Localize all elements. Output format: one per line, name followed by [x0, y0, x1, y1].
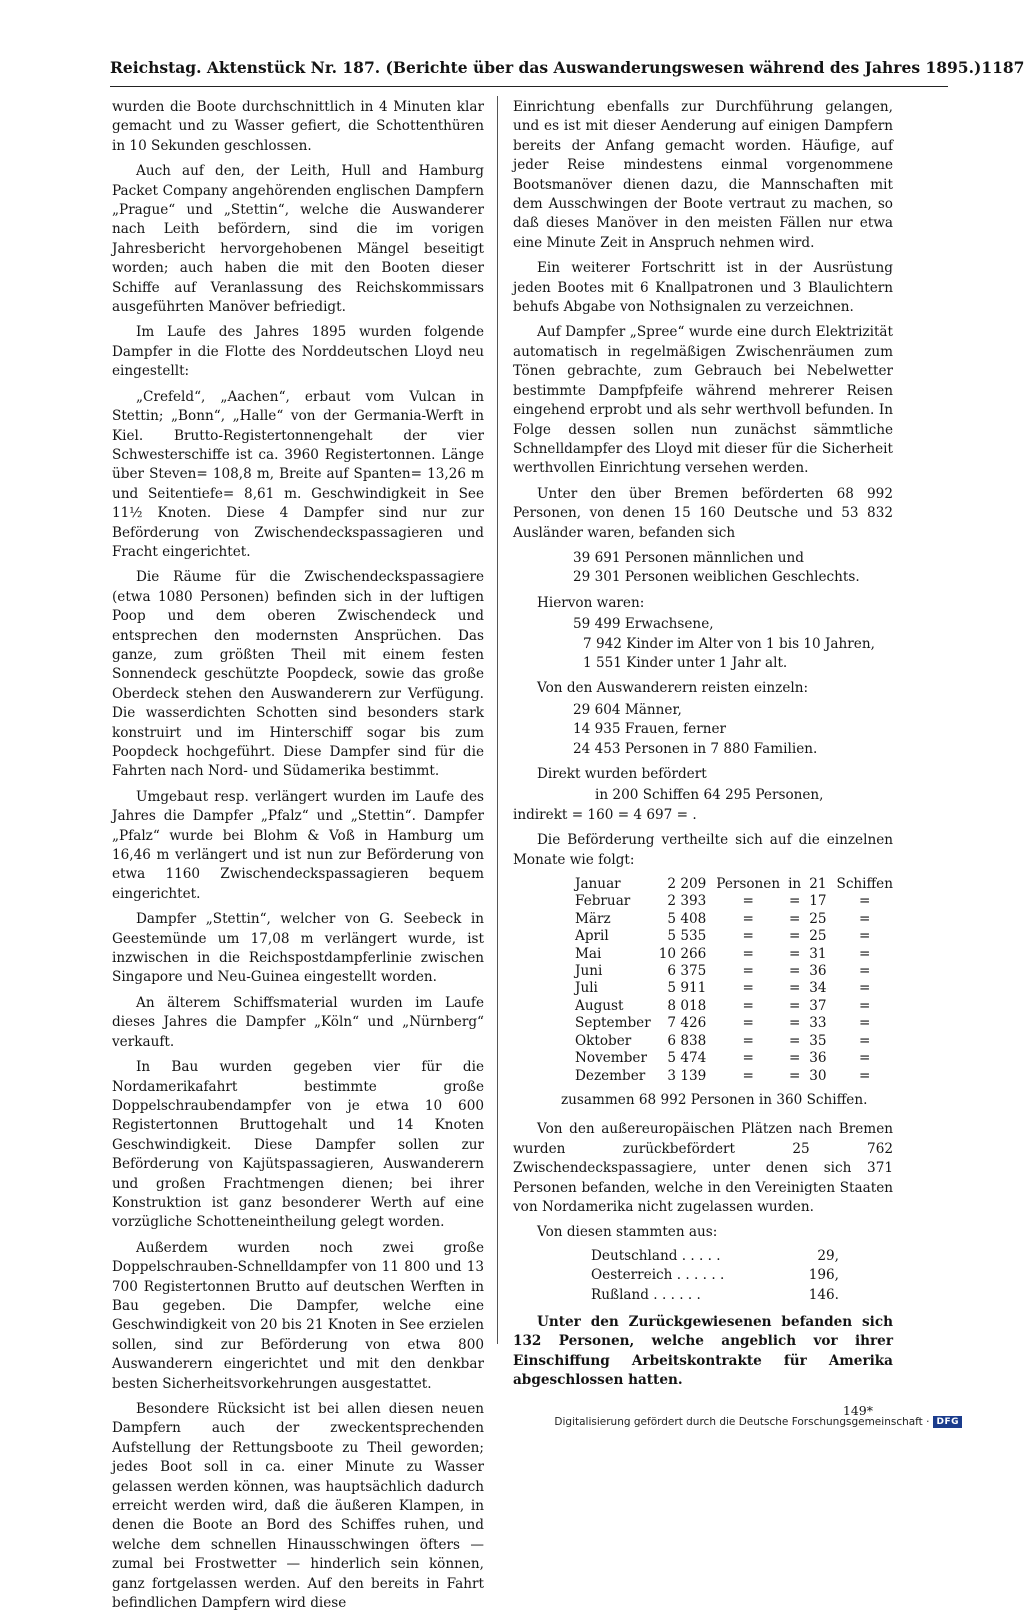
country-row: [591, 1286, 839, 1305]
month-persons: 8 018: [667, 997, 707, 1014]
month-name: Oktober: [575, 1032, 632, 1049]
month-persons: 5 535: [667, 928, 707, 945]
month-ships: 37: [809, 997, 827, 1014]
column-divider: [497, 96, 498, 1344]
paragraph: Außerdem wurden noch zwei große Doppelschrauben-Schnelldampfer von 11 800 und 13 700 Registertonnen Brutto auf deutschen Werften in Bau gegeben. Die Dampfer, welche eine Geschwindigkeit von 20 bis 21 Knoten in See erzielen sollen, sind zur Beförderung von etwa 800 Auswanderern eingerichtet und mit den denkbar besten Sicherheitsvorkehrungen ausgestattet.: [112, 1239, 484, 1392]
paragraph: Einrichtung ebenfalls zur Durchführung gelangen, und es ist mit dieser Aenderung auf einigen Dampfern bereits der Anfang gemacht worden. Häufige, auf jeder Reise mindestens einmal vorgenommene Bootsmanöver dienen dazu, die Mannschaften mit dem Ausschwingen der Boote vertraut zu machen, so daß dieses Manöver in den meisten Fällen nur etwa eine Minute Zeit in Anspruch nehmen wird.: [513, 99, 893, 251]
month-ships: 30: [809, 1067, 827, 1084]
countries-lead: Von diesen stammten aus:: [537, 1224, 718, 1241]
month-name: Juni: [575, 963, 603, 980]
month-ships-unit: =: [859, 1015, 871, 1032]
list-item: 7 942 Kinder im Alter von 1 bis 10 Jahren,: [583, 635, 875, 652]
month-unit: =: [742, 1050, 754, 1067]
month-row: [571, 963, 897, 980]
month-ships-unit: =: [859, 997, 871, 1014]
month-ships: 34: [809, 980, 827, 997]
paragraph: Dampfer „Stettin“, welcher von G. Seebeck in Geestemünde um 17,08 m verlängert wurde, ist inzwischen in die Reichspostdampferlinie zwischen Singapore und Neu-Guinea eingestellt worden.: [112, 911, 484, 986]
month-row: [571, 1033, 897, 1050]
month-ships-unit: Schiffen: [836, 876, 893, 893]
month-prep: =: [788, 893, 801, 910]
month-ships: 36: [809, 963, 827, 980]
month-prep: =: [788, 945, 801, 962]
month-ships-unit: =: [859, 928, 871, 945]
month-ships-unit: =: [859, 1067, 871, 1084]
list-item: 39 691 Personen männlichen und: [573, 549, 804, 566]
month-ships-unit: =: [859, 945, 871, 962]
month-ships: 36: [809, 1050, 827, 1067]
month-name: Juli: [575, 980, 598, 997]
paragraph: Von den außereuropäischen Plätzen nach Bremen wurden zurückbefördert 25 762 Zwischendeckspassagiere, unter denen sich 371 Personen befanden, welche in den Vereinigten Staaten von Nordamerika nicht zugelassen wurden.: [513, 1121, 893, 1215]
month-persons: 2 209: [667, 876, 707, 893]
month-ships: 17: [809, 893, 827, 910]
header-title: Reichstag. Aktenstück Nr. 187. (Berichte über das Auswanderungswesen während des Jahres 1895.): [110, 58, 982, 77]
month-unit: =: [742, 963, 754, 980]
list-item: 29 301 Personen weiblichen Geschlechts.: [573, 569, 860, 586]
month-row: [571, 1015, 897, 1032]
list-item: 14 935 Frauen, ferner: [573, 721, 726, 738]
month-ships: 31: [809, 945, 827, 962]
month-unit: =: [742, 928, 754, 945]
month-prep: =: [788, 1015, 801, 1032]
paragraph: Besondere Rücksicht ist bei allen diesen neuen Dampfern auch der zweckentsprechenden Aufstellung der Rettungsboote zu Theil geworden; jedes Boot soll in ca. einer Minute zu Wasser gelassen werden können, was hauptsächlich dadurch erreicht werden wird, daß die äußeren Klampen, in denen die Boote an Bord des Schiffes ruhen, und welche dem schnellen Hinausschwingen öfters — zumal bei Frostwetter — hinderlich sein können, ganz fortgelassen werden. Auf den bereits in Fahrt befindlichen Dampfern wird diese: [112, 1401, 484, 1612]
month-row: [571, 1068, 897, 1085]
paragraph: wurden die Boote durchschnittlich in 4 Minuten klar gemacht und zu Wasser gefiert, die Schottenthüren in 10 Sekunden geschlossen.: [112, 99, 484, 154]
month-name: April: [575, 928, 609, 945]
paragraph: Ein weiterer Fortschritt ist in der Ausrüstung jeden Bootes mit 6 Knallpatronen und 3 Blaulichtern behufs Abgabe von Nothsignalen zu verzeichnen.: [513, 260, 893, 316]
list-item: 24 453 Personen in 7 880 Familien.: [573, 740, 818, 757]
paragraph: In Bau wurden gegeben vier für die Nordamerikafahrt bestimmte große Doppelschraubendampfer von je etwa 10 600 Registertonnen Bruttogehalt und 14 Knoten Geschwindigkeit. Diese Dampfer sollen zur Beförderung von Kajütspassagieren, Auswanderern und großen Frachtmengen dienen; bei ihrer Konstruktion ist ganz besonderer Werth auf eine vorzügliche Schotteneintheilung gelegt worden.: [112, 1059, 484, 1231]
direct-list: [513, 786, 893, 825]
month-ships-unit: =: [859, 910, 871, 927]
month-name: Mai: [575, 945, 602, 962]
monthly-table: [571, 876, 897, 1085]
month-name: März: [575, 910, 611, 927]
month-row: [571, 893, 897, 910]
month-unit: Personen: [716, 876, 781, 893]
country-row: [591, 1247, 839, 1266]
country-value: 196,: [808, 1267, 839, 1284]
country-name: Deutschland . . . . .: [591, 1247, 721, 1264]
paragraph: Unter den Zurückgewiesenen befanden sich 132 Personen, welche angeblich vor ihrer Einschiffung Arbeitskontrakte für Amerika abgeschlossen hatten.: [513, 1313, 893, 1389]
paragraph: Im Laufe des Jahres 1895 wurden folgende Dampfer in die Flotte des Norddeutschen Lloyd neu eingestellt:: [112, 324, 484, 380]
running-header: [110, 58, 1024, 77]
paragraph: Die Beförderung vertheilte sich auf die einzelnen Monate wie folgt:: [513, 832, 893, 868]
month-name: Dezember: [575, 1067, 646, 1084]
single-list: [513, 701, 893, 759]
month-unit: =: [742, 1015, 754, 1032]
month-unit: =: [742, 945, 754, 962]
month-persons: 7 426: [667, 1015, 707, 1032]
month-unit: =: [742, 997, 754, 1014]
month-ships: 25: [809, 928, 827, 945]
month-name: September: [575, 1015, 651, 1032]
month-prep: =: [788, 928, 801, 945]
month-ships: 33: [809, 1015, 827, 1032]
paragraph: Auch auf den, der Leith, Hull and Hamburg Packet Company angehörenden englischen Dampfern „Prague“ und „Stettin“, welche die Auswanderer nach Leith befördern, sind die im vorigen Jahresbericht hervorgehobenen Mängel beseitigt worden; auch haben die mit den Booten dieser Schiffe auf Veranlassung des Reichskommissars ausgeführten Manöver befriedigt.: [112, 163, 484, 316]
country-row: [591, 1266, 839, 1285]
paragraph: Unter den über Bremen beförderten 68 992 Personen, von denen 15 160 Deutsche und 53 832 Ausländer waren, befanden sich: [513, 485, 893, 541]
month-row: [571, 876, 897, 893]
direct-lead: Direkt wurden befördert: [537, 766, 707, 782]
country-value: 29,: [817, 1247, 839, 1264]
month-ships-unit: =: [859, 1032, 871, 1049]
month-persons: 5 474: [667, 1050, 707, 1067]
list-item: 59 499 Erwachsene,: [573, 616, 714, 633]
country-name: Oesterreich . . . . . .: [591, 1267, 725, 1284]
sheet-number: 149*: [842, 1402, 873, 1418]
month-ships-unit: =: [859, 1050, 871, 1067]
month-unit: =: [742, 980, 754, 997]
month-row: [571, 946, 897, 963]
country-name: Rußland . . . . . .: [591, 1286, 701, 1303]
month-row: [571, 998, 897, 1015]
month-ships: 35: [809, 1032, 827, 1049]
paragraph: Auf Dampfer „Spree“ wurde eine durch Elektrizität automatisch in regelmäßigen Zwischenräumen zum Tönen gebrachte, zum Gebrauch bei Nebelwetter bestimmte Dampfpfeife während mehrerer Reisen eingehend erprobt und als sehr werthvoll befunden. In Folge dessen sollen nun zunächst sämmtliche Schnelldampfer des Lloyd mit dieser für die Sicherheit werthvollen Einrichtung versehen werden.: [513, 324, 893, 477]
monthly-total: zusammen 68 992 Personen in 360 Schiffen.: [561, 1091, 868, 1108]
list-item: 29 604 Männer,: [573, 701, 682, 718]
direct-line: in 200 Schiffen 64 295 Personen,: [595, 787, 824, 804]
age-list: [513, 615, 893, 673]
month-ships: 21: [809, 876, 827, 893]
page-number: 1187: [981, 58, 1024, 77]
paragraph: An älterem Schiffsmaterial wurden im Laufe dieses Jahres die Dampfer „Köln“ und „Nürnberg“ verkauft.: [112, 994, 484, 1050]
month-prep: in: [788, 876, 802, 893]
month-persons: 6 838: [667, 1032, 707, 1049]
month-persons: 3 139: [667, 1067, 707, 1084]
month-row: [571, 1050, 897, 1067]
month-unit: =: [742, 910, 754, 927]
month-persons: 6 375: [667, 963, 707, 980]
month-name: Februar: [575, 893, 631, 910]
month-prep: =: [788, 910, 801, 927]
digitization-credit: [554, 1416, 962, 1428]
month-ships-unit: =: [859, 980, 871, 997]
countries-list: [591, 1247, 893, 1305]
month-name: November: [575, 1050, 647, 1067]
month-ships-unit: =: [859, 963, 871, 980]
month-persons: 10 266: [658, 945, 707, 962]
header-rule: [110, 86, 948, 87]
month-row: [571, 911, 897, 928]
gender-list: [513, 549, 893, 588]
month-ships: 25: [809, 910, 827, 927]
left-column: [112, 98, 484, 1619]
dfg-logo: DFG: [933, 1416, 962, 1428]
month-unit: =: [742, 1032, 754, 1049]
right-column: [513, 98, 893, 1420]
credit-text: Digitalisierung gefördert durch die Deutsche Forschungsgemeinschaft ·: [554, 1416, 930, 1428]
month-persons: 5 408: [667, 910, 707, 927]
month-prep: =: [788, 1067, 801, 1084]
month-unit: =: [742, 893, 754, 910]
month-ships-unit: =: [859, 893, 871, 910]
month-prep: =: [788, 963, 801, 980]
month-name: August: [575, 997, 624, 1014]
month-unit: =: [742, 1067, 754, 1084]
paragraph: Umgebaut resp. verlängert wurden im Laufe des Jahres die Dampfer „Pfalz“ und „Stettin“. Dampfer „Pfalz“ wurde bei Blohm & Voß in Hamburg um 16,46 m verlängert und ist nun zur Beförderung von etwa 1160 Zwischendeckspassagieren bequem eingerichtet.: [112, 788, 484, 902]
paragraph: „Crefeld“, „Aachen“, erbaut vom Vulcan in Stettin; „Bonn“, „Halle“ von der Germania-Werft in Kiel. Brutto-Registertonnengehalt der vier Schwesterschiffe ist ca. 3960 Registertonnen. Länge über Steven= 108,8 m, Breite auf Spanten= 13,26 m und Seitentiefe= 8,61 m. Geschwindigkeit in See 11½ Knoten. Diese 4 Dampfer sind nur zur Beförderung von Zwischendeckspassagieren und Fracht eingerichtet.: [112, 388, 484, 560]
paragraph: Die Räume für die Zwischendeckspassagiere (etwa 1080 Personen) befinden sich in der luftigen Poop und dem oberen Zwischendeck und entsprechen den modernsten Ansprüchen. Das ganze, zum größten Theil mit einem festen Sonnendeck geschützte Poopdeck, sowie das große Oberdeck stehen den Auswanderern zur Verfügung. Die wasserdichten Schotten sind besonders stark konstruirt und im Hinterschiff sogar bis zum Poopdeck hochgeführt. Diese Dampfer sind für die Fahrten nach Nord- und Südamerika bestimmt.: [112, 569, 484, 780]
list-item: 1 551 Kinder unter 1 Jahr alt.: [583, 654, 788, 671]
month-row: [571, 980, 897, 997]
month-name: Januar: [575, 876, 621, 893]
age-lead: Hiervon waren:: [537, 594, 645, 611]
indirect-line: indirekt = 160 = 4 697 = .: [513, 806, 697, 823]
month-row: [571, 928, 897, 945]
month-prep: =: [788, 980, 801, 997]
month-persons: 2 393: [667, 893, 707, 910]
month-prep: =: [788, 997, 801, 1014]
month-prep: =: [788, 1050, 801, 1067]
single-lead: Von den Auswanderern reisten einzeln:: [537, 680, 809, 697]
country-value: 146.: [808, 1286, 839, 1303]
month-persons: 5 911: [667, 980, 707, 997]
month-prep: =: [788, 1032, 801, 1049]
